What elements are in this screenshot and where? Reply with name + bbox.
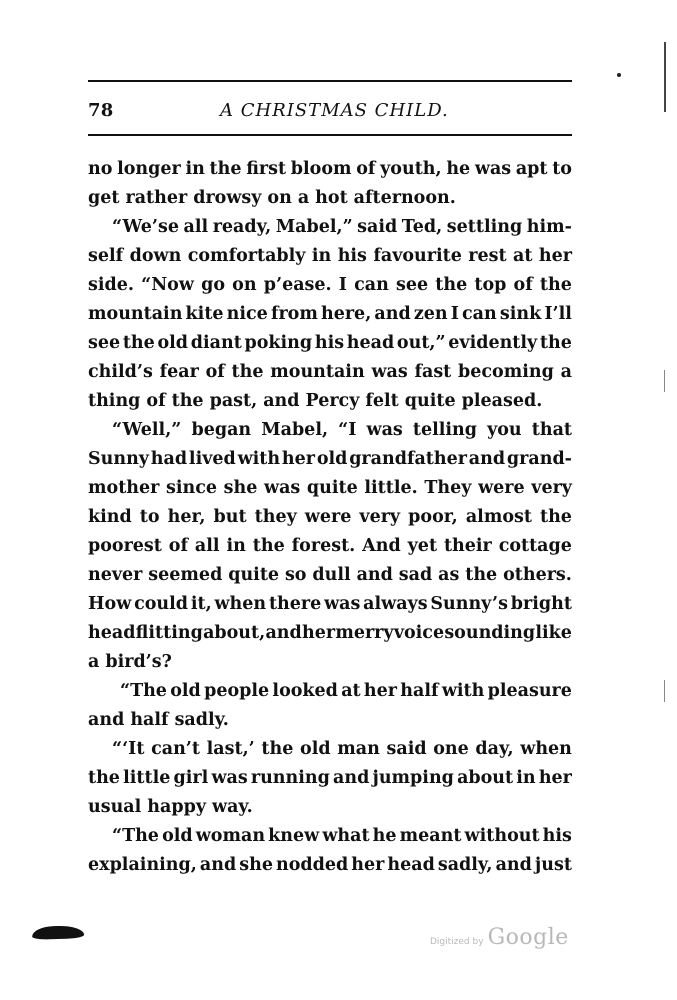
word: his <box>542 826 572 846</box>
google-watermark <box>430 925 569 950</box>
word: bird’s? <box>105 652 172 672</box>
word: about, <box>203 623 266 643</box>
text-line <box>88 561 572 590</box>
word: bright <box>510 594 572 614</box>
word: at <box>513 246 533 266</box>
word: almost <box>465 507 532 527</box>
word: little. <box>364 478 418 498</box>
text-line <box>88 503 572 532</box>
running-head: A CHRISTMAS CHILD. <box>220 100 449 121</box>
word: self <box>88 246 124 266</box>
word: “‘It <box>112 739 145 759</box>
text-line <box>88 213 572 242</box>
word: settling <box>446 217 523 237</box>
word: said <box>357 217 398 237</box>
word: a <box>560 362 572 382</box>
word: head <box>88 623 136 643</box>
word: little <box>123 768 171 788</box>
word: flitting <box>135 623 203 643</box>
word: Percy <box>305 391 360 411</box>
text-line <box>88 677 572 706</box>
word: happy <box>147 797 207 817</box>
word: get <box>88 188 120 208</box>
word: the <box>465 565 498 585</box>
word: to <box>552 159 572 179</box>
word: forest. <box>291 536 356 556</box>
word: so <box>284 565 307 585</box>
word: her <box>281 449 315 469</box>
word: see <box>88 333 121 353</box>
word: can <box>354 275 389 295</box>
word: had <box>150 449 188 469</box>
word: the <box>540 507 572 527</box>
word: drowsy <box>193 188 262 208</box>
text-line <box>88 474 572 503</box>
word: lived <box>188 449 236 469</box>
word: voice <box>393 623 445 643</box>
word: favourite <box>373 246 462 266</box>
word: in <box>226 536 246 556</box>
word: in <box>311 246 332 266</box>
word: one <box>433 739 469 759</box>
word: what <box>322 826 370 846</box>
word: apt <box>515 159 548 179</box>
word: see <box>396 275 429 295</box>
text-line <box>88 590 572 619</box>
word: sounding <box>444 623 536 643</box>
text-line <box>88 822 572 851</box>
scan-edge-mark <box>664 680 665 702</box>
word: the <box>252 536 285 556</box>
word: his <box>314 333 345 353</box>
word: woman <box>195 826 266 846</box>
word: afternoon. <box>353 188 456 208</box>
text-line <box>88 793 572 822</box>
word: were <box>304 507 352 527</box>
word: no <box>88 159 113 179</box>
word: grand- <box>506 449 572 469</box>
text-line <box>88 416 572 445</box>
word: cottage <box>498 536 572 556</box>
word: Mabel, <box>261 420 329 440</box>
word: was <box>324 594 361 614</box>
word: felt <box>365 391 399 411</box>
text-line <box>88 329 572 358</box>
word: seemed <box>148 565 223 585</box>
word: grandfather <box>349 449 467 469</box>
word: very <box>531 478 572 498</box>
word: quite <box>228 565 280 585</box>
header-rule-bottom <box>88 134 572 136</box>
word: top <box>474 275 507 295</box>
word: he <box>446 159 471 179</box>
word: child’s <box>88 362 153 382</box>
word: evidently <box>448 333 538 353</box>
word: and <box>333 768 370 788</box>
scan-dot <box>617 73 621 77</box>
scan-smudge <box>32 925 84 940</box>
word: her <box>538 246 572 266</box>
word: explaining, <box>88 855 197 875</box>
word: sadly. <box>174 710 229 730</box>
word: always <box>363 594 428 614</box>
word: sad <box>398 565 433 585</box>
word: they <box>254 507 297 527</box>
word: very <box>359 507 401 527</box>
word: can’t <box>151 739 200 759</box>
word: becoming <box>458 362 554 382</box>
word: out,” <box>396 333 446 353</box>
word: sink <box>499 304 542 324</box>
word: telling <box>412 420 477 440</box>
word: and <box>88 710 125 730</box>
word: first <box>246 159 287 179</box>
word: running <box>250 768 330 788</box>
text-line <box>88 706 572 735</box>
text-line <box>88 532 572 561</box>
word: and <box>265 623 302 643</box>
word: old <box>170 681 201 701</box>
text-line <box>88 445 572 474</box>
word: and <box>199 855 237 875</box>
word: of <box>205 362 225 382</box>
word: when <box>214 594 267 614</box>
word: the <box>122 333 155 353</box>
word: side. <box>88 275 134 295</box>
word: here, <box>320 304 372 324</box>
word: comfortably <box>187 246 306 266</box>
text-line <box>88 387 572 416</box>
text-line <box>88 300 572 329</box>
word: I <box>338 275 347 295</box>
word: and <box>356 565 393 585</box>
word: knew <box>268 826 320 846</box>
word: man <box>337 739 380 759</box>
word: was <box>371 362 408 382</box>
word: with <box>237 449 281 469</box>
word: when <box>520 739 572 759</box>
word: the <box>171 391 204 411</box>
word: others. <box>503 565 572 585</box>
word: “I <box>338 420 357 440</box>
text-line <box>88 851 572 880</box>
word: since <box>166 478 218 498</box>
word: were <box>478 478 525 498</box>
word: How <box>88 594 132 614</box>
text-line <box>88 242 572 271</box>
word: was <box>264 478 301 498</box>
word: rather <box>125 188 188 208</box>
word: jumping <box>372 768 454 788</box>
word: looked <box>272 681 338 701</box>
word: meant <box>399 826 462 846</box>
word: began <box>191 420 252 440</box>
word: her <box>302 623 336 643</box>
word: all <box>194 536 220 556</box>
word: quite <box>404 391 456 411</box>
word: their <box>443 536 492 556</box>
word: diant <box>190 333 242 353</box>
word: her <box>538 768 572 788</box>
word: with <box>441 681 485 701</box>
word: old <box>162 826 193 846</box>
word: the <box>231 362 264 382</box>
word: “We’se <box>112 217 179 237</box>
word: mountain <box>270 362 365 382</box>
word: she <box>239 855 273 875</box>
watermark-prefix: Digitized by <box>430 937 484 947</box>
text-line <box>88 271 572 300</box>
word: poor, <box>408 507 458 527</box>
word: down <box>129 246 182 266</box>
word: “The <box>120 681 167 701</box>
word: last,’ <box>206 739 255 759</box>
word: girl <box>173 768 209 788</box>
word: like <box>535 623 572 643</box>
word: he <box>372 826 397 846</box>
word: as <box>438 565 460 585</box>
word: people <box>204 681 270 701</box>
word: ready, <box>212 217 272 237</box>
text-line <box>88 735 572 764</box>
word: old <box>316 449 348 469</box>
word: all <box>183 217 209 237</box>
word: usual <box>88 797 142 817</box>
word: her <box>351 855 385 875</box>
text-line <box>88 184 572 213</box>
scan-edge-mark <box>664 370 665 392</box>
word: just <box>534 855 572 875</box>
word: Ted, <box>401 217 443 237</box>
word: Sunny’s <box>430 594 508 614</box>
word: of <box>168 536 188 556</box>
word: poking <box>244 333 313 353</box>
word: They <box>424 478 472 498</box>
word: yet <box>407 536 438 556</box>
word: rest <box>468 246 507 266</box>
word: go <box>201 275 226 295</box>
text-line <box>88 619 572 648</box>
word: her, <box>167 507 206 527</box>
word: there <box>268 594 322 614</box>
word: “Well,” <box>112 420 182 440</box>
word: on <box>267 188 292 208</box>
word: head <box>387 855 435 875</box>
word: on <box>232 275 257 295</box>
word: half <box>130 710 169 730</box>
word: hot <box>315 188 348 208</box>
word: him- <box>526 217 572 237</box>
word: from <box>270 304 318 324</box>
word: without <box>464 826 540 846</box>
word: nodded <box>276 855 349 875</box>
word: half <box>400 681 439 701</box>
word: way. <box>212 797 253 817</box>
word: the <box>88 768 120 788</box>
word: sadly, <box>437 855 493 875</box>
word: merry <box>335 623 394 643</box>
word: was <box>366 420 403 440</box>
word: never <box>88 565 143 585</box>
word: the <box>209 159 242 179</box>
word: about <box>457 768 514 788</box>
word: it, <box>190 594 212 614</box>
word: zen <box>413 304 448 324</box>
word: a <box>297 188 310 208</box>
word: nice <box>226 304 268 324</box>
text-line <box>88 155 572 184</box>
word: she <box>223 478 258 498</box>
scan-edge-mark <box>664 42 666 112</box>
word: in <box>185 159 205 179</box>
word: day, <box>475 739 514 759</box>
word: p’ease. <box>263 275 332 295</box>
word: a <box>88 652 100 672</box>
word: could <box>134 594 189 614</box>
word: I <box>450 304 459 324</box>
word: and <box>263 391 300 411</box>
word: youth, <box>380 159 442 179</box>
word: longer <box>117 159 181 179</box>
word: I’ll <box>544 304 572 324</box>
word: quite <box>306 478 358 498</box>
word: mother <box>88 478 160 498</box>
word: And <box>362 536 401 556</box>
text-line <box>88 764 572 793</box>
text-line <box>88 648 572 677</box>
word: that <box>531 420 572 440</box>
word: said <box>386 739 427 759</box>
word: past, <box>209 391 258 411</box>
watermark-brand: Google <box>487 925 569 950</box>
page-number: 78 <box>88 100 114 121</box>
word: thing <box>88 391 141 411</box>
word: of <box>356 159 376 179</box>
word: and <box>374 304 411 324</box>
word: head <box>346 333 395 353</box>
header-rule-top <box>88 80 572 82</box>
word: of <box>146 391 166 411</box>
word: bloom <box>290 159 352 179</box>
word: to <box>139 507 160 527</box>
word: pleased. <box>461 391 543 411</box>
word: mountain <box>88 304 183 324</box>
word: kind <box>88 507 132 527</box>
body-text <box>88 155 572 880</box>
word: of <box>513 275 533 295</box>
word: Sunny <box>88 449 149 469</box>
word: her <box>363 681 397 701</box>
word: fast <box>414 362 452 382</box>
word: at <box>341 681 361 701</box>
word: the <box>539 333 572 353</box>
word: the <box>539 275 572 295</box>
word: poorest <box>88 536 162 556</box>
word: dull <box>312 565 351 585</box>
word: but <box>213 507 247 527</box>
text-line <box>88 358 572 387</box>
word: Mabel,” <box>275 217 353 237</box>
word: “Now <box>141 275 194 295</box>
word: the <box>435 275 468 295</box>
word: was <box>474 159 512 179</box>
word: his <box>337 246 367 266</box>
word: the <box>261 739 294 759</box>
word: old <box>157 333 189 353</box>
word: and <box>468 449 506 469</box>
word: in <box>516 768 536 788</box>
word: “The <box>112 826 159 846</box>
word: kite <box>185 304 224 324</box>
word: old <box>300 739 331 759</box>
word: fear <box>159 362 199 382</box>
word: can <box>462 304 497 324</box>
word: you <box>487 420 522 440</box>
word: was <box>211 768 248 788</box>
word: pleasure <box>487 681 572 701</box>
word: and <box>495 855 532 875</box>
